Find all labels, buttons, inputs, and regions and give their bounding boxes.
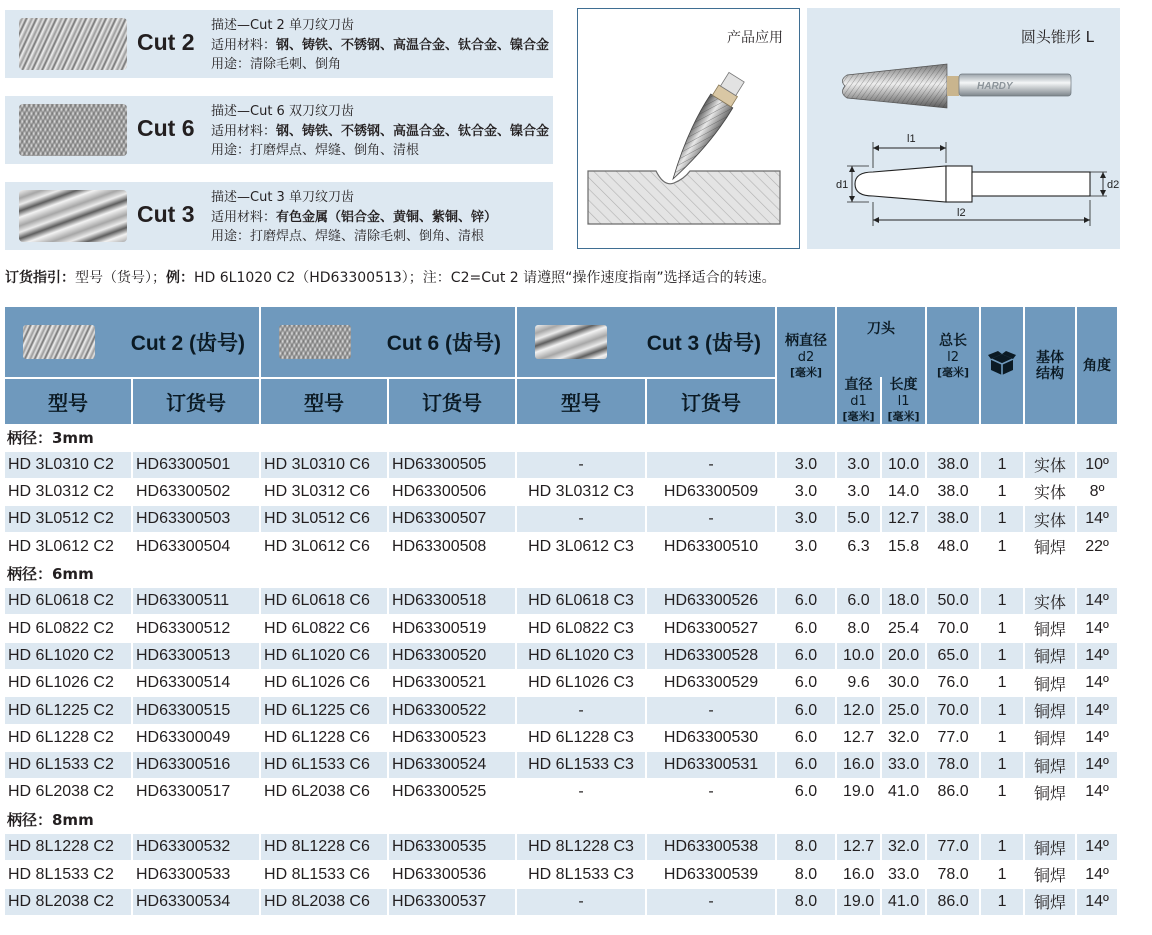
table-cell: 14º <box>1077 889 1117 916</box>
table-cell: HD 6L0822 C3 <box>517 615 645 642</box>
header-cut6: Cut 6 (齿号) <box>261 305 515 377</box>
table-cell: 9.6 <box>837 670 880 697</box>
table-cell: HD63300526 <box>647 588 775 615</box>
table-cell: HD 6L1026 C6 <box>261 670 387 697</box>
table-cell: HD 3L0612 C3 <box>517 533 645 560</box>
table-row <box>5 670 1117 697</box>
table-cell: 14º <box>1077 506 1117 533</box>
table-cell: HD 3L0612 C6 <box>261 533 387 560</box>
table-cell: HD 6L1533 C6 <box>261 752 387 779</box>
table-row <box>5 452 1117 479</box>
table-cell: 14º <box>1077 779 1117 806</box>
table-cell: HD63300517 <box>133 779 259 806</box>
table-cell: HD 6L1026 C2 <box>5 670 131 697</box>
product-application-label: 产品应用 <box>727 30 783 46</box>
table-cell: 实体 <box>1025 506 1075 533</box>
table-cell: 10.0 <box>837 643 880 670</box>
table-cell: 32.0 <box>882 834 925 861</box>
table-cell: 铜焊 <box>1025 779 1075 806</box>
header-package <box>981 305 1023 424</box>
cut2-materials: 适用材料：钢、铸铁、不锈钢、高温合金、钛合金、镍合金 <box>211 38 550 53</box>
table-cell: 14º <box>1077 697 1117 724</box>
table-cell: 6.3 <box>837 533 880 560</box>
cut3-title: Cut 3 <box>137 201 195 227</box>
table-cell: 50.0 <box>927 588 979 615</box>
table-cell: HD63300507 <box>389 506 515 533</box>
table-cell: 12.7 <box>837 834 880 861</box>
table-cell: 18.0 <box>882 588 925 615</box>
table-row <box>5 861 1117 888</box>
cut6-description <box>5 96 553 164</box>
table-cell: HD 6L0618 C3 <box>517 588 645 615</box>
table-cell: HD 6L2038 C6 <box>261 779 387 806</box>
section-title: 柄径：3mm <box>5 424 1117 452</box>
table-cell: 41.0 <box>882 779 925 806</box>
table-cell: HD 3L0512 C2 <box>5 506 131 533</box>
table-row <box>5 725 1117 752</box>
table-cell: 12.0 <box>837 697 880 724</box>
table-cell: 15.8 <box>882 533 925 560</box>
table-cell: HD 8L1228 C2 <box>5 834 131 861</box>
table-cell: HD63300518 <box>389 588 515 615</box>
table-cell: HD63300533 <box>133 861 259 888</box>
table-cell: HD 3L0512 C6 <box>261 506 387 533</box>
table-cell: HD63300528 <box>647 643 775 670</box>
table-cell: 铜焊 <box>1025 752 1075 779</box>
table-cell: HD 6L1026 C3 <box>517 670 645 697</box>
product-table <box>3 305 1119 916</box>
table-cell: 1 <box>981 834 1023 861</box>
table-cell: 33.0 <box>882 861 925 888</box>
table-row <box>5 506 1117 533</box>
table-cell: HD63300529 <box>647 670 775 697</box>
table-cell: - <box>647 779 775 806</box>
table-cell: HD63300511 <box>133 588 259 615</box>
table-cell: 铜焊 <box>1025 697 1075 724</box>
table-cell: HD 8L1533 C2 <box>5 861 131 888</box>
table-cell: HD63300523 <box>389 725 515 752</box>
table-cell: HD 6L1225 C6 <box>261 697 387 724</box>
table-cell: 1 <box>981 479 1023 506</box>
table-cell: HD63300502 <box>133 479 259 506</box>
table-row <box>5 615 1117 642</box>
header-cut3-order: 订货号 <box>647 377 775 424</box>
table-cell: HD63300503 <box>133 506 259 533</box>
cut6-usage: 用途：打磨焊点、焊缝、倒角、清根 <box>211 143 420 158</box>
table-cell: HD 3L0310 C2 <box>5 452 131 479</box>
table-cell: 86.0 <box>927 779 979 806</box>
table-cell: 14º <box>1077 643 1117 670</box>
table-cell: HD 8L2038 C6 <box>261 889 387 916</box>
table-cell: HD63300508 <box>389 533 515 560</box>
table-cell: HD63300538 <box>647 834 775 861</box>
table-cell: HD63300539 <box>647 861 775 888</box>
table-cell: HD 3L0312 C3 <box>517 479 645 506</box>
table-cell: 6.0 <box>777 752 835 779</box>
table-cell: 14º <box>1077 834 1117 861</box>
cut2-description <box>5 10 553 78</box>
table-cell: 1 <box>981 615 1023 642</box>
table-row <box>5 834 1117 861</box>
cut3-description <box>5 182 553 250</box>
table-cell: 30.0 <box>882 670 925 697</box>
table-cell: 41.0 <box>882 889 925 916</box>
table-cell: HD 6L2038 C2 <box>5 779 131 806</box>
table-cell: HD 6L1228 C6 <box>261 725 387 752</box>
header-cut2-order: 订货号 <box>133 377 259 424</box>
table-cell: 1 <box>981 643 1023 670</box>
table-cell: HD 3L0312 C2 <box>5 479 131 506</box>
table-cell: - <box>517 506 645 533</box>
table-cell: 6.0 <box>777 588 835 615</box>
section-header <box>5 561 1117 589</box>
cut3-header-image <box>535 325 607 359</box>
table-cell: HD 6L1020 C6 <box>261 643 387 670</box>
table-cell: 48.0 <box>927 533 979 560</box>
table-cell: 14º <box>1077 752 1117 779</box>
table-cell: HD63300520 <box>389 643 515 670</box>
table-cell: - <box>647 889 775 916</box>
table-row <box>5 643 1117 670</box>
section-title: 柄径：6mm <box>5 561 1117 589</box>
table-cell: 6.0 <box>777 670 835 697</box>
table-cell: 1 <box>981 861 1023 888</box>
table-cell: HD 8L1533 C6 <box>261 861 387 888</box>
table-cell: 实体 <box>1025 588 1075 615</box>
table-cell: 铜焊 <box>1025 861 1075 888</box>
header-cut3-model: 型号 <box>517 377 645 424</box>
table-cell: - <box>517 452 645 479</box>
table-cell: HD 6L0618 C2 <box>5 588 131 615</box>
table-cell: HD 6L1020 C3 <box>517 643 645 670</box>
table-cell: HD 6L1225 C2 <box>5 697 131 724</box>
table-cell: HD63300537 <box>389 889 515 916</box>
table-cell: 铜焊 <box>1025 889 1075 916</box>
cut6-header-image <box>279 325 351 359</box>
table-cell: 铜焊 <box>1025 834 1075 861</box>
table-cell: 5.0 <box>837 506 880 533</box>
table-cell: HD63300536 <box>389 861 515 888</box>
table-cell: 65.0 <box>927 643 979 670</box>
table-cell: 14º <box>1077 588 1117 615</box>
table-cell: - <box>647 506 775 533</box>
table-cell: 6.0 <box>777 697 835 724</box>
table-cell: HD63300512 <box>133 615 259 642</box>
dim-d2: d2 <box>1107 179 1120 191</box>
table-cell: HD 6L1228 C2 <box>5 725 131 752</box>
table-cell: HD63300515 <box>133 697 259 724</box>
table-cell: - <box>647 697 775 724</box>
table-cell: HD63300525 <box>389 779 515 806</box>
table-cell: 3.0 <box>777 533 835 560</box>
table-cell: - <box>517 889 645 916</box>
table-cell: HD 8L2038 C2 <box>5 889 131 916</box>
table-cell: 实体 <box>1025 452 1075 479</box>
table-cell: 1 <box>981 506 1023 533</box>
table-cell: 20.0 <box>882 643 925 670</box>
table-cell: - <box>647 452 775 479</box>
table-row <box>5 533 1117 560</box>
table-cell: HD 6L1533 C2 <box>5 752 131 779</box>
dim-d1: d1 <box>836 179 849 191</box>
table-cell: 14º <box>1077 615 1117 642</box>
dim-l2: l2 <box>957 207 966 219</box>
table-cell: 6.0 <box>777 779 835 806</box>
table-cell: 86.0 <box>927 889 979 916</box>
cut6-desc: 描述—Cut 6 双刀纹刀齿 <box>211 104 354 119</box>
table-cell: HD63300509 <box>647 479 775 506</box>
table-cell: HD63300505 <box>389 452 515 479</box>
table-cell: HD 6L0822 C2 <box>5 615 131 642</box>
header-cut6-order: 订货号 <box>389 377 515 424</box>
table-cell: 14º <box>1077 670 1117 697</box>
cut3-materials: 适用材料：有色金属（铝合金、黄铜、紫铜、锌） <box>211 210 498 225</box>
cut3-burr-image <box>19 190 127 242</box>
cut6-materials: 适用材料：钢、铸铁、不锈钢、高温合金、钛合金、镍合金 <box>211 124 550 139</box>
table-row <box>5 752 1117 779</box>
header-shank-diameter: 柄直径 d2 [毫米] <box>777 305 835 424</box>
cut6-title: Cut 6 <box>137 115 195 141</box>
header-cut6-model: 型号 <box>261 377 387 424</box>
table-cell: HD63300501 <box>133 452 259 479</box>
table-cell: 14º <box>1077 725 1117 752</box>
cut2-desc: 描述—Cut 2 单刀纹刀齿 <box>211 18 354 33</box>
table-cell: HD63300527 <box>647 615 775 642</box>
table-cell: HD63300521 <box>389 670 515 697</box>
table-cell: HD 6L1020 C2 <box>5 643 131 670</box>
table-cell: HD 6L1228 C3 <box>517 725 645 752</box>
order-guide: 订货指引：型号（货号）；例：HD 6L1020 C2（HD63300513）；注：C2=Cut 2 请遵照“操作速度指南”选择适合的转速。 <box>5 270 776 286</box>
shape-drawing-panel <box>807 8 1120 249</box>
section-header <box>5 807 1117 835</box>
table-cell: HD63300049 <box>133 725 259 752</box>
section-title: 柄径：8mm <box>5 807 1117 835</box>
cut3-usage: 用途：打磨焊点、焊缝、清除毛刺、倒角、清根 <box>211 229 485 244</box>
header-head-diameter: 直径 d1 [毫米] <box>837 377 880 424</box>
table-cell: 14.0 <box>882 479 925 506</box>
table-cell: HD 6L0618 C6 <box>261 588 387 615</box>
table-cell: HD63300513 <box>133 643 259 670</box>
table-cell: 25.0 <box>882 697 925 724</box>
table-cell: 1 <box>981 452 1023 479</box>
table-cell: HD63300531 <box>647 752 775 779</box>
table-cell: HD63300510 <box>647 533 775 560</box>
table-cell: 1 <box>981 752 1023 779</box>
table-cell: 8.0 <box>777 889 835 916</box>
table-cell: 16.0 <box>837 861 880 888</box>
table-cell: 1 <box>981 725 1023 752</box>
table-row <box>5 779 1117 806</box>
table-cell: 77.0 <box>927 725 979 752</box>
table-cell: HD63300532 <box>133 834 259 861</box>
table-cell: 38.0 <box>927 506 979 533</box>
header-head-length: 长度 l1 [毫米] <box>882 377 925 424</box>
table-cell: 1 <box>981 588 1023 615</box>
table-cell: 10º <box>1077 452 1117 479</box>
table-row <box>5 479 1117 506</box>
table-cell: 1 <box>981 670 1023 697</box>
table-cell: 12.7 <box>882 506 925 533</box>
cut2-usage: 用途：清除毛刺、倒角 <box>211 57 342 72</box>
table-cell: HD63300534 <box>133 889 259 916</box>
table-cell: HD63300524 <box>389 752 515 779</box>
table-row <box>5 889 1117 916</box>
table-cell: 19.0 <box>837 779 880 806</box>
cut3-desc: 描述—Cut 3 单刀纹刀齿 <box>211 190 354 205</box>
table-cell: 1 <box>981 889 1023 916</box>
table-cell: 70.0 <box>927 615 979 642</box>
header-cut3: Cut 3 (齿号) <box>517 305 775 377</box>
table-cell: 38.0 <box>927 479 979 506</box>
table-cell: HD 3L0312 C6 <box>261 479 387 506</box>
table-cell: HD63300506 <box>389 479 515 506</box>
table-cell: 6.0 <box>837 588 880 615</box>
table-cell: 19.0 <box>837 889 880 916</box>
table-cell: HD 6L1533 C3 <box>517 752 645 779</box>
cut2-burr-image <box>19 18 127 70</box>
table-cell: 1 <box>981 697 1023 724</box>
table-cell: HD 8L1533 C3 <box>517 861 645 888</box>
table-cell: HD63300522 <box>389 697 515 724</box>
table-cell: HD63300519 <box>389 615 515 642</box>
cut2-header-image <box>23 325 95 359</box>
table-cell: 3.0 <box>777 506 835 533</box>
table-cell: 铜焊 <box>1025 615 1075 642</box>
header-head: 刀头 <box>837 305 925 377</box>
table-cell: 1 <box>981 533 1023 560</box>
table-cell: 3.0 <box>837 452 880 479</box>
table-cell: 铜焊 <box>1025 533 1075 560</box>
table-cell: 3.0 <box>777 479 835 506</box>
brand-text: HARDY <box>977 81 1013 92</box>
table-cell: 8.0 <box>777 834 835 861</box>
table-cell: HD 3L0310 C6 <box>261 452 387 479</box>
table-cell: HD63300514 <box>133 670 259 697</box>
table-cell: 3.0 <box>837 479 880 506</box>
table-cell: HD 8L1228 C3 <box>517 834 645 861</box>
header-cut2-model: 型号 <box>5 377 131 424</box>
table-cell: - <box>517 697 645 724</box>
package-box-icon <box>988 351 1016 377</box>
table-cell: HD 8L1228 C6 <box>261 834 387 861</box>
table-cell: 33.0 <box>882 752 925 779</box>
table-cell: 1 <box>981 779 1023 806</box>
table-cell: - <box>517 779 645 806</box>
table-cell: HD63300530 <box>647 725 775 752</box>
table-cell: 16.0 <box>837 752 880 779</box>
table-cell: HD63300516 <box>133 752 259 779</box>
table-cell: 12.7 <box>837 725 880 752</box>
table-cell: 38.0 <box>927 452 979 479</box>
header-cut2: Cut 2 (齿号) <box>5 305 259 377</box>
table-cell: HD63300504 <box>133 533 259 560</box>
cut6-burr-image <box>19 104 127 156</box>
section-header <box>5 424 1117 452</box>
table-cell: 8.0 <box>837 615 880 642</box>
table-row <box>5 697 1117 724</box>
table-cell: 6.0 <box>777 643 835 670</box>
table-cell: HD 6L0822 C6 <box>261 615 387 642</box>
table-cell: 22º <box>1077 533 1117 560</box>
table-cell: 8º <box>1077 479 1117 506</box>
table-cell: 32.0 <box>882 725 925 752</box>
table-cell: 6.0 <box>777 615 835 642</box>
table-cell: 6.0 <box>777 725 835 752</box>
header-total-length: 总长 l2 [毫米] <box>927 305 979 424</box>
table-cell: 铜焊 <box>1025 725 1075 752</box>
table-cell: 铜焊 <box>1025 670 1075 697</box>
dim-l1: l1 <box>907 133 916 145</box>
table-cell: 78.0 <box>927 861 979 888</box>
table-cell: 实体 <box>1025 479 1075 506</box>
table-cell: 25.4 <box>882 615 925 642</box>
table-row <box>5 588 1117 615</box>
table-cell: 10.0 <box>882 452 925 479</box>
table-cell: HD 3L0612 C2 <box>5 533 131 560</box>
shape-label: 圆头锥形 L <box>1020 28 1094 46</box>
product-application-panel <box>577 8 800 249</box>
header-angle: 角度 <box>1077 305 1117 424</box>
table-cell: 8.0 <box>777 861 835 888</box>
table-cell: 77.0 <box>927 834 979 861</box>
table-cell: 3.0 <box>777 452 835 479</box>
table-cell: 70.0 <box>927 697 979 724</box>
table-cell: 14º <box>1077 861 1117 888</box>
table-cell: 78.0 <box>927 752 979 779</box>
table-cell: 76.0 <box>927 670 979 697</box>
header-structure: 基体结构 <box>1025 305 1075 424</box>
cut2-title: Cut 2 <box>137 29 195 55</box>
table-cell: HD63300535 <box>389 834 515 861</box>
table-cell: 铜焊 <box>1025 643 1075 670</box>
